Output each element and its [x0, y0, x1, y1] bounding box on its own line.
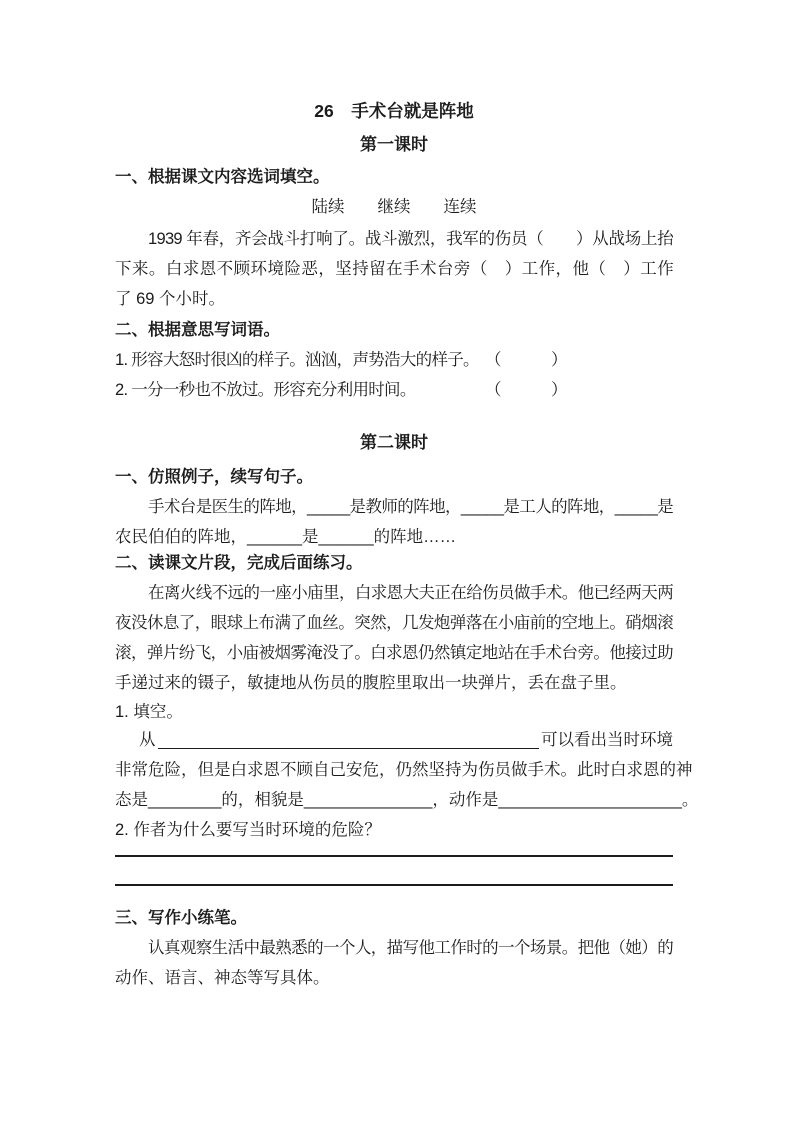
passage-line: 手递过来的镊子，敏捷地从伤员的腹腔里取出一块弹片，丢在盘子里。: [115, 674, 627, 692]
sentence-line: 手术台是医生的阵地，_____是教师的阵地，_____是工人的阵地，_____是: [148, 498, 673, 516]
passage-line: 夜没休息了，眼球上布满了血丝。突然，几发炮弹落在小庙前的空地上。硝烟滚: [115, 614, 673, 632]
passage-line: 1939 年春，齐会战斗打响了。战斗激烈，我军的伤员（ ）从战场上抬: [148, 230, 673, 248]
passage-line: 滚，弹片纷飞，小庙被烟雾淹没了。白求恩仍然镇定地站在手术台旁。他接过助: [115, 644, 673, 662]
answer-paren-blank: （ ）: [485, 381, 568, 399]
question1-label: 1. 填空。: [115, 703, 183, 721]
sentence-line: 农民伯伯的阵地，______是______的阵地……: [115, 528, 457, 546]
passage-line: 下来。白求恩不顾环境险恶，坚持留在手术台旁（ ）工作，他（ ）工作: [115, 260, 673, 278]
fill-in-suffix: 可以看出当时环境: [541, 731, 673, 749]
worksheet-content: [115, 96, 699, 993]
s2-exercise1-header: 一、仿照例子，续写句子。: [115, 468, 313, 486]
s2-exercise3-passage: [115, 933, 673, 993]
passage-line: 在离火线不远的一座小庙里，白求恩大夫正在给伤员做手术。他已经两天两: [148, 584, 673, 602]
fill-in-line: [115, 725, 673, 755]
write-in-blank: [158, 725, 540, 749]
passage-line: 动作、语言、神态等写具体。: [115, 969, 330, 987]
definition-item-text: 2. 一分一秒也不放过。形容充分利用时间。: [115, 381, 416, 399]
session1-heading: 第一课时: [360, 135, 428, 154]
question2-label: 2. 作者为什么要写当时环境的危险？: [115, 821, 381, 839]
s2-exercise2-passage: [115, 578, 673, 698]
s2-exercise2-header: 二、读课文片段，完成后面练习。: [115, 554, 363, 572]
fill-in-prefix: 从: [139, 731, 156, 749]
passage-line: 认真观察生活中最熟悉的一个人，描写他工作时的一个场景。把他（她）的: [148, 939, 673, 957]
word-bank: 陆续 继续 连续: [311, 198, 477, 216]
answer-line: [115, 884, 673, 886]
definition-item-2: [115, 375, 673, 405]
fill-in-continuation: 非常危险，但是白求恩不顾自己安危，仍然坚持为伤员做手术。此时白求恩的神: [115, 761, 693, 779]
definition-item-text: 1. 形容大怒时很凶的样子。汹汹，声势浩大的样子。: [115, 351, 479, 369]
definition-item-1: [115, 345, 673, 375]
lesson-title: 26 手术台就是阵地: [314, 101, 474, 121]
passage-line: 了 69 个小时。: [115, 290, 226, 308]
fill-in-blanks-line: 态是________的，相貌是______________，动作是____________________。: [115, 791, 699, 809]
s1-exercise1-header: 一、根据课文内容选词填空。: [115, 168, 330, 186]
s2-exercise3-header: 三、写作小练笔。: [115, 909, 247, 927]
answer-line: [115, 855, 673, 857]
answer-paren-blank: （ ）: [485, 351, 568, 369]
s2-exercise1-sentence: [115, 492, 673, 552]
s1-exercise2-header: 二、根据意思写词语。: [115, 321, 280, 339]
session2-heading: 第二课时: [360, 433, 428, 452]
s1-exercise1-passage: [115, 224, 673, 314]
